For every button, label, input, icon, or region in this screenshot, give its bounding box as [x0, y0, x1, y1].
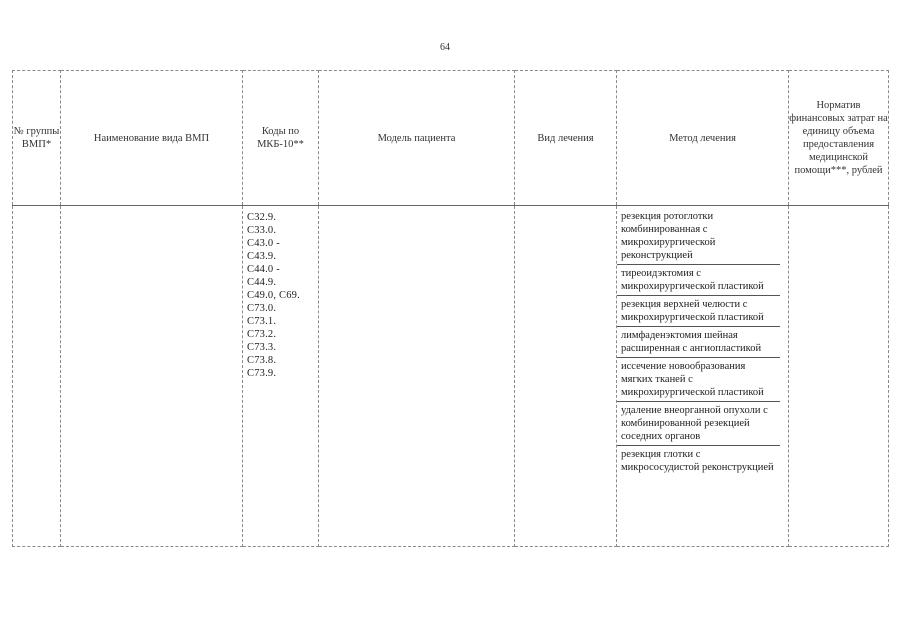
header-treatment-method: Метод лечения — [617, 71, 789, 206]
table-header-row — [13, 71, 889, 206]
cell-patient-model — [319, 206, 515, 547]
method-item: тиреоидэктомия с микрохирургической пластикой — [617, 265, 780, 296]
header-vmp-name: Наименование вида ВМП — [61, 71, 243, 206]
table-row — [13, 206, 889, 547]
page-number: 64 — [440, 42, 450, 53]
header-treatment-type: Вид лечения — [515, 71, 617, 206]
cell-cost-norm — [789, 206, 889, 547]
icd-codes-list: C32.9. C33.0. C43.0 - C43.9. C44.0 - C44.9. C49.0, C69. C73.0. C73.1. C73.2. C73.3. C73.8. C73.9. — [247, 212, 300, 379]
cell-icd-codes — [243, 206, 319, 547]
header-patient-model: Модель пациента — [319, 71, 515, 206]
method-item: лимфаденэктомия шейная расширенная с ангиопластикой — [617, 327, 780, 358]
method-item: резекция ротоглотки комбинированная с микрохирургической реконструкцией — [617, 206, 780, 265]
cell-vmp-name — [61, 206, 243, 547]
method-item: резекция глотки с микрососудистой реконструкцией — [621, 449, 774, 473]
header-group-number: № группы ВМП* — [13, 71, 61, 206]
cell-treatment-type — [515, 206, 617, 547]
header-icd-codes: Коды по МКБ-10** — [243, 71, 319, 206]
method-item: удаление внеорганной опухоли с комбинированной резекцией соседних органов — [617, 402, 780, 446]
vmp-table — [12, 70, 889, 547]
cell-group-number — [13, 206, 61, 547]
method-item: резекция верхней челюсти с микрохирургической пластикой — [617, 296, 780, 327]
cell-treatment-methods — [617, 206, 789, 547]
header-cost-norm: Норматив финансовых затрат на единицу объема предоставления медицинской помощи***, рублей — [789, 71, 889, 206]
method-item: иссечение новообразования мягких тканей с микрохирургической пластикой — [617, 358, 780, 402]
